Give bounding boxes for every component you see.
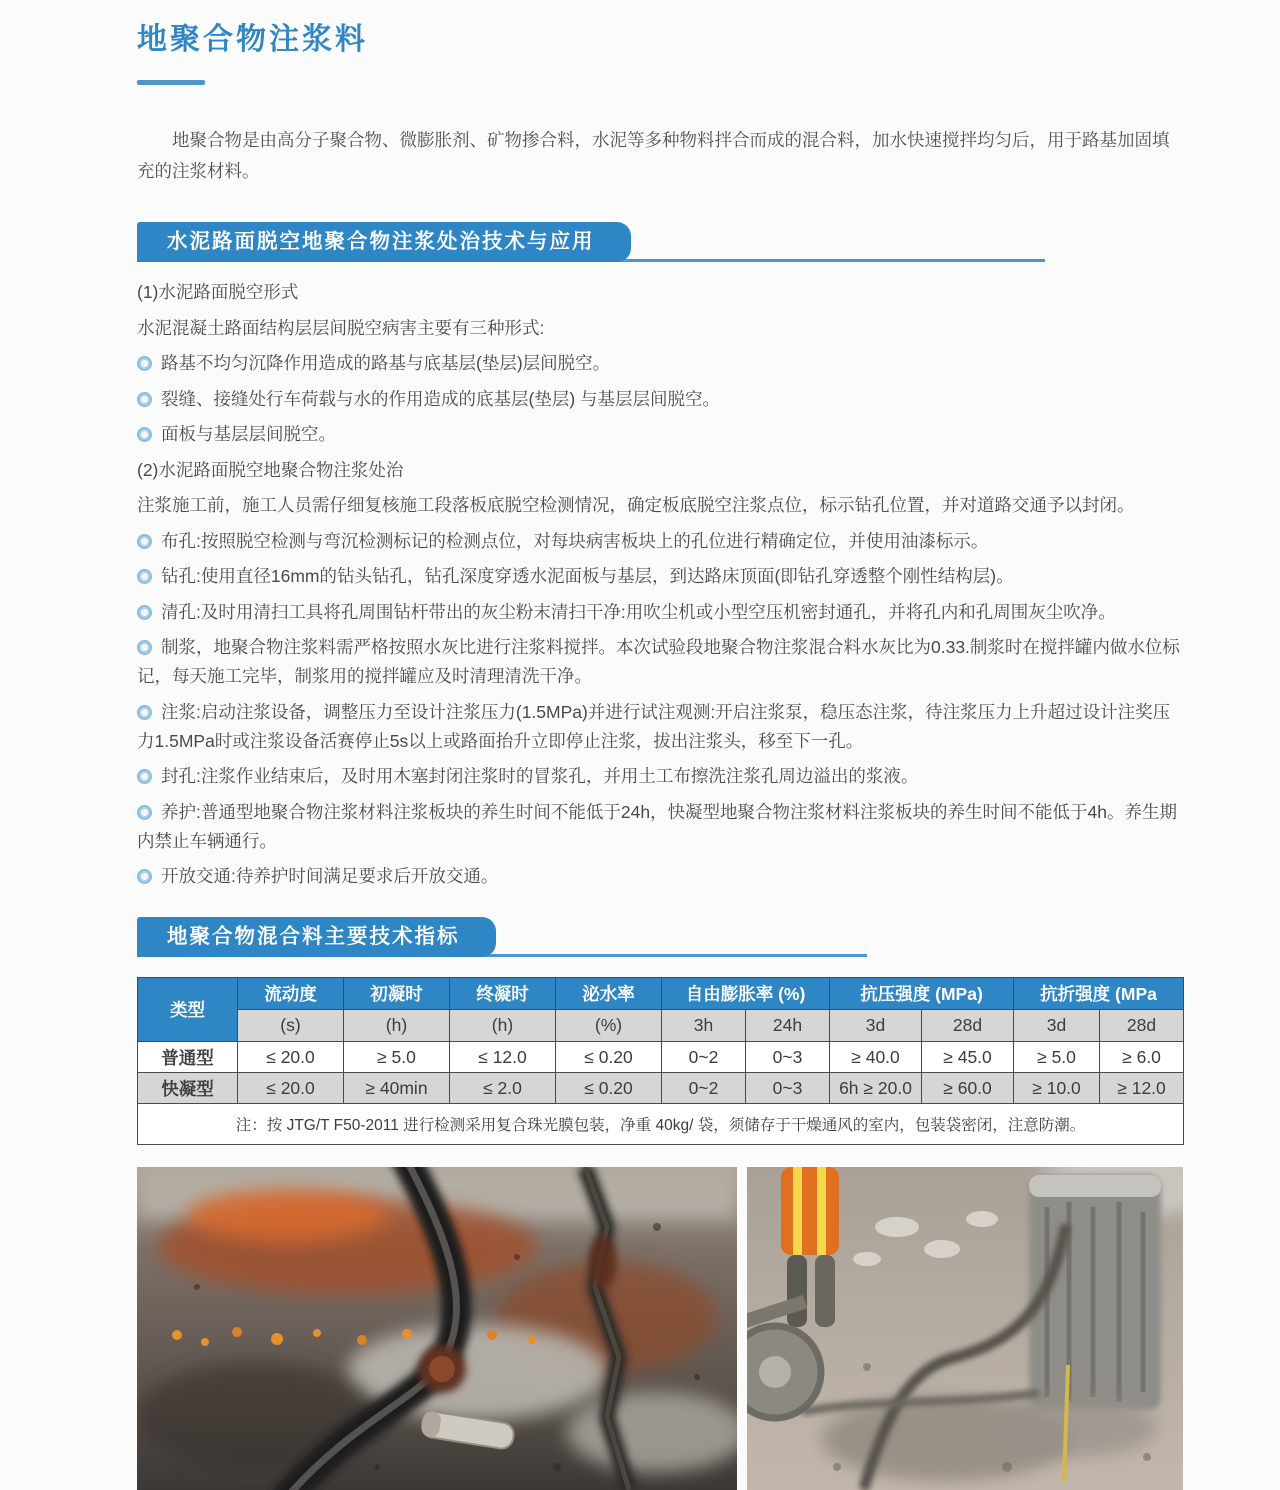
value-cell: ≤ 12.0 <box>450 1042 556 1073</box>
value-cell: 0~2 <box>662 1042 746 1073</box>
bullet-item <box>137 527 1183 556</box>
unit-cell: 3d <box>1014 1010 1100 1042</box>
col-header-final-set: 终凝时 <box>450 978 556 1010</box>
value-cell: ≥ 40min <box>344 1073 450 1104</box>
value-cell: ≥ 6.0 <box>1100 1042 1184 1073</box>
unit-cell: 3h <box>662 1010 746 1042</box>
paragraph-text: 裂缝、接缝处行车荷载与水的作用造成的底基层(垫层) 与基层层间脱空。 <box>161 388 721 409</box>
paragraph-text: 水泥混凝土路面结构层层间脱空病害主要有三种形式: <box>137 317 545 338</box>
ring-bullet-icon <box>137 769 152 784</box>
table-note: 注：按 JTG/T F50-2011 进行检测采用复合珠光膜包装，净重 40kg/ 袋，须储存于干燥通风的室内，包装袋密闭，注意防潮。 <box>138 1104 1184 1145</box>
col-header-type: 类型 <box>138 978 238 1042</box>
photo-worksite <box>747 1167 1183 1490</box>
text-line <box>137 278 1183 307</box>
photo-gallery <box>137 1167 1183 1490</box>
paragraph-text: 制浆，地聚合物注浆料需严格按照水灰比进行注浆料搅拌。本次试验段地聚合物注浆混合料水灰比为0.33.制浆时在搅拌罐内做水位标记，每天施工完毕，制浆用的搅拌罐应及时清理清洗干净。 <box>137 637 1180 686</box>
paragraph-text: 钻孔:使用直径16mm的钻头钻孔，钻孔深度穿透水泥面板与基层，到达路床顶面(即钻孔穿透整个刚性结构层)。 <box>161 566 1014 586</box>
unit-cell: (%) <box>556 1010 662 1042</box>
col-header-compressive: 抗压强度 (MPa) <box>830 978 1014 1010</box>
ring-bullet-icon <box>137 569 152 584</box>
bullet-item <box>137 385 1183 414</box>
value-cell: ≤ 0.20 <box>556 1073 662 1104</box>
value-cell: ≤ 0.20 <box>556 1042 662 1073</box>
row-label: 快凝型 <box>138 1073 238 1104</box>
value-cell: 0~3 <box>746 1042 830 1073</box>
ring-bullet-icon <box>137 427 152 442</box>
value-cell: ≥ 60.0 <box>922 1073 1014 1104</box>
ring-bullet-icon <box>137 869 152 884</box>
spec-table <box>137 977 1184 1145</box>
bullet-item <box>137 698 1183 756</box>
ring-bullet-icon <box>137 534 152 549</box>
unit-cell: 28d <box>1100 1010 1184 1042</box>
paragraph-text: 注浆施工前，施工人员需仔细复核施工段落板底脱空检测情况，确定板底脱空注浆点位，标示钻孔位置，并对道路交通予以封闭。 <box>137 495 1135 515</box>
value-cell: ≤ 20.0 <box>238 1073 344 1104</box>
unit-cell: (s) <box>238 1010 344 1042</box>
bullet-item <box>137 762 1183 791</box>
bullet-item <box>137 562 1183 591</box>
section2-heading: 地聚合物混合料主要技术指标 <box>137 917 496 957</box>
ring-bullet-icon <box>137 805 152 820</box>
col-header-expansion: 自由膨胀率 (%) <box>662 978 830 1010</box>
row-label: 普通型 <box>138 1042 238 1073</box>
page-title: 地聚合物注浆料 <box>137 23 368 56</box>
paragraph-text: 路基不均匀沉降作用造成的路基与底基层(垫层)层间脱空。 <box>161 353 611 373</box>
bullet-item <box>137 798 1183 856</box>
text-line <box>137 491 1183 520</box>
paragraph-text: 布孔:按照脱空检测与弯沉检测标记的检测点位，对每块病害板块上的孔位进行精确定位，并使用油漆标示。 <box>161 530 989 551</box>
value-cell: ≥ 5.0 <box>1014 1042 1100 1073</box>
ring-bullet-icon <box>137 640 152 655</box>
ring-bullet-icon <box>137 392 152 407</box>
table-row-rapid <box>138 1073 1184 1104</box>
value-cell: ≥ 12.0 <box>1100 1073 1184 1104</box>
unit-cell: (h) <box>344 1010 450 1042</box>
bullet-item <box>137 349 1183 378</box>
page-content <box>137 0 1183 1490</box>
ring-bullet-icon <box>137 356 152 371</box>
section1-body <box>137 278 1183 891</box>
unit-cell: 24h <box>746 1010 830 1042</box>
section1-heading: 水泥路面脱空地聚合物注浆处治技术与应用 <box>137 222 631 262</box>
ring-bullet-icon <box>137 605 152 620</box>
table-note-row <box>138 1104 1184 1145</box>
value-cell: 0~3 <box>746 1073 830 1104</box>
bullet-item <box>137 633 1183 691</box>
value-cell: 6h ≥ 20.0 <box>830 1073 922 1104</box>
paragraph-text: 清孔:及时用清扫工具将孔周围钻杆带出的灰尘粉末清扫干净:用吹尘机或小型空压机密封通孔，并将孔内和孔周围灰尘吹净。 <box>161 601 1116 622</box>
bullet-item <box>137 862 1183 891</box>
text-line <box>137 314 1183 343</box>
value-cell: 0~2 <box>662 1073 746 1104</box>
paragraph-text: (1)水泥路面脱空形式 <box>137 282 299 302</box>
col-header-bleeding: 泌水率 <box>556 978 662 1010</box>
title-underline <box>137 80 205 85</box>
col-header-initial-set: 初凝时 <box>344 978 450 1010</box>
col-header-flexural: 抗折强度 (MPa <box>1014 978 1184 1010</box>
paragraph-text: 开放交通:待养护时间满足要求后开放交通。 <box>161 866 499 886</box>
bullet-item <box>137 420 1183 449</box>
table-row-ordinary <box>138 1042 1184 1073</box>
paragraph-text: (2)水泥路面脱空地聚合物注浆处治 <box>137 459 404 480</box>
intro-paragraph: 地聚合物是由高分子聚合物、微膨胀剂、矿物掺合料，水泥等多种物料拌合而成的混合料，加水快速搅拌均匀后，用于路基加固填充的注浆材料。 <box>137 130 1170 181</box>
bullet-item <box>137 598 1183 627</box>
paragraph-text: 面板与基层层间脱空。 <box>161 424 336 444</box>
value-cell: ≥ 5.0 <box>344 1042 450 1073</box>
section2-banner <box>137 917 1183 957</box>
value-cell: ≥ 40.0 <box>830 1042 922 1073</box>
unit-cell: 3d <box>830 1010 922 1042</box>
value-cell: ≥ 45.0 <box>922 1042 1014 1073</box>
unit-cell: 28d <box>922 1010 1014 1042</box>
paragraph-text: 养护:普通型地聚合物注浆材料注浆板块的养生时间不能低于24h，快凝型地聚合物注浆材料注浆板块的养生时间不能低于4h。养生期内禁止车辆通行。 <box>137 801 1178 851</box>
table-header-row-2 <box>138 1010 1184 1042</box>
value-cell: ≤ 20.0 <box>238 1042 344 1073</box>
table-header-row-1 <box>138 978 1184 1010</box>
text-line <box>137 456 1183 485</box>
ring-bullet-icon <box>137 705 152 720</box>
photo-grouting-hole <box>137 1167 737 1490</box>
unit-cell: (h) <box>450 1010 556 1042</box>
paragraph-text: 注浆:启动注浆设备，调整压力至设计注浆压力(1.5MPa)并进行试注观测:开启注浆泵，稳压态注浆，待注浆压力上升超过设计注奖压力1.5MPa时或注浆设备活赛停止5s以上或路面抬升立即停止注浆，拔出注浆头，移至下一孔。 <box>137 701 1171 751</box>
paragraph-text: 封孔:注浆作业结束后，及时用木塞封闭注浆时的冒浆孔，并用土工布擦洗注浆孔周边溢出的浆液。 <box>161 766 919 786</box>
value-cell: ≤ 2.0 <box>450 1073 556 1104</box>
value-cell: ≥ 10.0 <box>1014 1073 1100 1104</box>
col-header-fluidity: 流动度 <box>238 978 344 1010</box>
section1-banner <box>137 222 1183 262</box>
